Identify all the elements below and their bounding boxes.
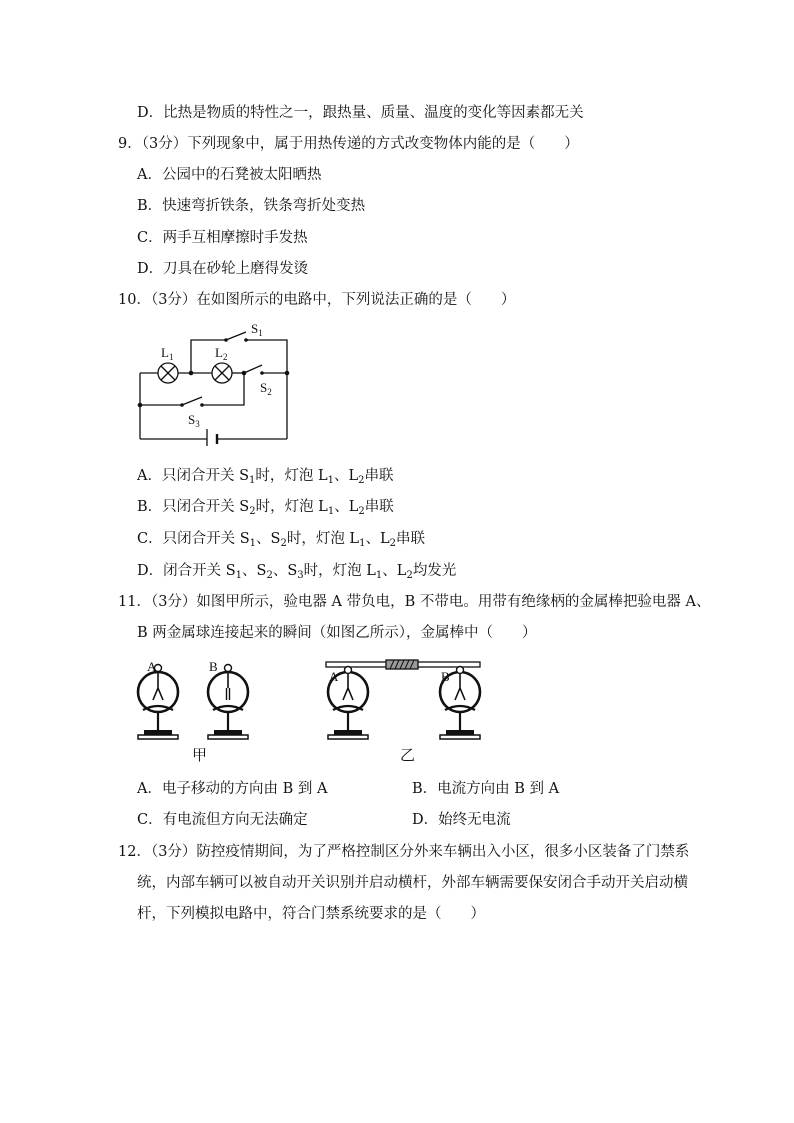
q11-stem-line2: B 两金属球连接起来的瞬间（如图乙所示），金属棒中（ ）	[137, 625, 537, 641]
q12-stem-line3: 杆，下列模拟电路中，符合门禁系统要求的是（ ）	[137, 906, 485, 922]
q11-stem-line1: 11．（3分）如图甲所示，验电器 A 带负电，B 不带电。用带有绝缘柄的金属棒把验电器 A、	[118, 594, 711, 610]
q10-option-c: C．只闭合开关 $S_1$、$S_2$时，灯泡 $L_1$、$L_2$串联	[137, 531, 425, 549]
label-l1: L	[161, 345, 169, 360]
q11-electroscope-diagram	[128, 654, 488, 769]
switch-s3-blade	[182, 397, 202, 405]
q12-stem-line1: 12．（3分）防控疫情期间，为了严格控制区分外来车辆出入小区，很多小区装备了门禁系	[118, 844, 690, 860]
q11-option-a: A．电子移动的方向由 B 到 A	[137, 781, 328, 797]
q12-stem-line2: 统，内部车辆可以被自动开关识别并启动横杆，外部车辆需要保安闭合手动开关启动横	[137, 875, 688, 891]
lamp-l2	[212, 363, 232, 383]
svg-text:S1: $S_1$	[251, 321, 263, 338]
wire-s1-right	[246, 340, 287, 373]
q10-circuit-diagram	[120, 316, 310, 446]
svg-text:S2: $S_2$	[260, 380, 272, 397]
label-a-fig1: A	[147, 659, 157, 674]
electroscope-a-fig1	[138, 665, 178, 740]
q8-option-d: D．比热是物质的特性之一，跟热量、质量、温度的变化等因素都无关	[137, 105, 584, 121]
q10-option-a: A．只闭合开关 $S_1$时，灯泡 $L_1$、$L_2$串联	[137, 468, 394, 486]
label-b-fig2: B	[441, 669, 450, 684]
q9-stem: 9．（3分）下列现象中，属于用热传递的方式改变物体内能的是（ ）	[118, 136, 579, 152]
svg-text:L1: $L_1$	[161, 345, 174, 362]
caption-yi: 乙	[400, 748, 416, 764]
switch-s2-blade	[244, 365, 262, 373]
q9-option-b: B．快速弯折铁条，铁条弯折处变热	[137, 198, 366, 214]
label-a-fig2: A	[329, 669, 339, 684]
q10-option-b: B．只闭合开关 $S_2$时，灯泡 $L_1$、$L_2$串联	[137, 499, 394, 517]
svg-text:S3: $S_3$	[188, 412, 200, 429]
q9-option-d: D．刀具在砂轮上磨得发烫	[137, 261, 309, 277]
label-s1: S	[251, 321, 259, 336]
q9-option-a: A．公园中的石凳被太阳晒热	[137, 167, 322, 183]
caption-jia: 甲	[192, 748, 208, 764]
q10-option-d: D．闭合开关 $S_1$、$S_2$、$S_3$时，灯泡 $L_1$、$L_2$均发光	[137, 563, 457, 581]
label-s3: S	[188, 412, 196, 427]
q9-option-c: C．两手互相摩擦时手发热	[137, 230, 308, 246]
label-l2: L	[215, 345, 223, 360]
label-s2: S	[260, 380, 268, 395]
q11-option-d: D．始终无电流	[412, 812, 511, 828]
electroscope-b-fig1	[208, 665, 248, 740]
q10-stem: 10．（3分）在如图所示的电路中，下列说法正确的是（ ）	[118, 292, 516, 308]
svg-text:L2: $L_2$	[215, 345, 228, 362]
label-b-fig1: B	[209, 659, 218, 674]
lamp-l1	[158, 363, 178, 383]
q11-option-c: C．有电流但方向无法确定	[137, 812, 308, 828]
switch-s1-blade	[226, 332, 246, 340]
q11-option-b: B．电流方向由 B 到 A	[412, 781, 560, 797]
